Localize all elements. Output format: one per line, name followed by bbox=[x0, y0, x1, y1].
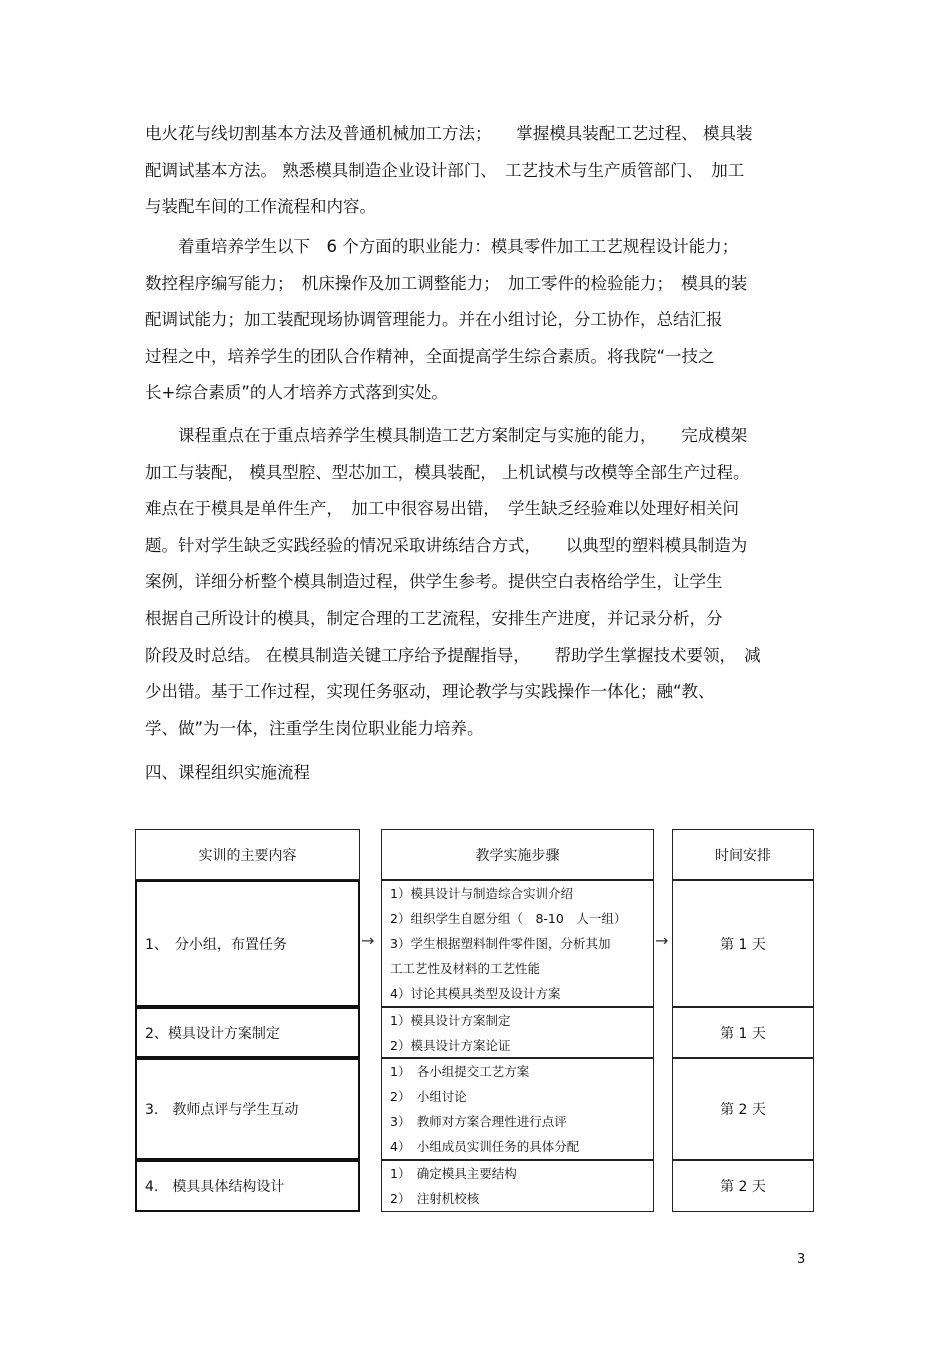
paragraph-line: 题。针对学生缺乏实践经验的情况采取讲练结合方式， 以典型的塑料模具制造为 bbox=[145, 535, 748, 555]
content-label-2: 2、模具设计方案制定 bbox=[145, 1025, 280, 1042]
paragraph-line: 长+综合素质”的人才培养方式落到实处。 bbox=[145, 383, 448, 403]
step-item: 1）模具设计方案制定 bbox=[390, 1012, 511, 1028]
content-label-1: 1、 分小组，布置任务 bbox=[145, 936, 287, 953]
paragraph-line: 加工与装配， 模具型腔、型芯加工，模具装配， 上机试模与改模等全部生产过程。 bbox=[145, 462, 750, 482]
paragraph-line: 案例，详细分析整个模具制造过程，供学生参考。提供空白表格给学生，让学生 bbox=[145, 572, 723, 592]
page-number: 3 bbox=[797, 1252, 806, 1267]
time-label-4: 第 2 天 bbox=[720, 1179, 766, 1195]
paragraph-line: 着重培养学生以下 6 个方面的职业能力：模具零件加工工艺规程设计能力； bbox=[178, 237, 739, 256]
steps-list-1 bbox=[390, 881, 649, 1006]
step-item: 工工艺性及材料的工艺性能 bbox=[390, 961, 541, 976]
step-item: 3）学生根据塑料制件零件图，分析其加 bbox=[390, 936, 611, 951]
paragraph-line: 学、做”为一体，注重学生岗位职业能力培养。 bbox=[145, 718, 484, 738]
steps-box-4 bbox=[381, 1160, 654, 1212]
time-box-1 bbox=[672, 880, 814, 1007]
step-item: 1）模具设计与制造综合实训介绍 bbox=[390, 886, 573, 901]
time-box-4 bbox=[672, 1160, 814, 1212]
arrow-right-icon: → bbox=[361, 931, 375, 950]
paragraph-2 bbox=[145, 229, 805, 412]
header-steps-box bbox=[381, 829, 654, 880]
content-box-4 bbox=[135, 1160, 360, 1212]
paragraph-3 bbox=[145, 418, 805, 747]
header-time-box bbox=[672, 829, 814, 880]
arrow-right-icon: → bbox=[655, 931, 669, 950]
step-item: 2）模具设计方案论证 bbox=[390, 1037, 511, 1053]
steps-box-2 bbox=[381, 1007, 654, 1058]
steps-box-3 bbox=[381, 1058, 654, 1160]
paragraph-1 bbox=[145, 116, 805, 226]
content-label-4: 4. 模具具体结构设计 bbox=[145, 1179, 285, 1195]
paragraph-line: 配调试能力；加工装配现场协调管理能力。并在小组讨论，分工协作，总结汇报 bbox=[145, 310, 723, 330]
paragraph-line: 阶段及时总结。 在模具制造关键工序给予提醒指导， 帮助学生掌握技术要领， 减 bbox=[145, 645, 761, 665]
step-item: 4） 小组成员实训任务的具体分配 bbox=[390, 1139, 580, 1154]
content-box-2 bbox=[135, 1007, 360, 1058]
paragraph-line: 电火花与线切割基本方法及普通机械加工方法； 掌握模具装配工艺过程、 模具装 bbox=[145, 124, 753, 143]
time-label-1: 第 1 天 bbox=[720, 936, 766, 953]
paragraph-line: 数控程序编写能力； 机床操作及加工调整能力； 加工零件的检验能力； 模具的装 bbox=[145, 273, 748, 293]
steps-list-3 bbox=[390, 1059, 649, 1159]
content-box-3 bbox=[135, 1058, 360, 1160]
content-label-3: 3. 教师点评与学生互动 bbox=[145, 1102, 299, 1118]
header-content-box bbox=[135, 829, 360, 880]
section-heading: 四、课程组织实施流程 bbox=[145, 763, 310, 782]
paragraph-line: 与装配车间的工作流程和内容。 bbox=[145, 197, 376, 217]
time-box-2 bbox=[672, 1007, 814, 1058]
step-item: 1） 各小组提交工艺方案 bbox=[390, 1064, 530, 1079]
paragraph-line: 配调试基本方法。 熟悉模具制造企业设计部门、 工艺技术与生产质管部门、 加工 bbox=[145, 160, 745, 180]
paragraph-line: 少出错。基于工作过程，实现任务驱动，理论教学与实践操作一体化；融“教、 bbox=[145, 682, 715, 702]
step-item: 1） 确定模具主要结构 bbox=[390, 1166, 517, 1181]
steps-box-1 bbox=[381, 880, 654, 1007]
step-item: 2）组织学生自愿分组（ 8-10 人一组） bbox=[390, 911, 627, 926]
paragraph-line: 根据自己所设计的模具，制定合理的工艺流程，安排生产进度，并记录分析，分 bbox=[145, 608, 723, 628]
step-item: 2） 注射机校核 bbox=[390, 1191, 480, 1206]
time-label-2: 第 1 天 bbox=[720, 1025, 766, 1042]
step-item: 3） 教师对方案合理性进行点评 bbox=[390, 1114, 567, 1129]
paragraph-line: 难点在于模具是单件生产， 加工中很容易出错， 学生缺乏经验难以处理好相关问 bbox=[145, 499, 739, 519]
header-content-label: 实训的主要内容 bbox=[198, 847, 297, 864]
time-label-3: 第 2 天 bbox=[720, 1102, 766, 1118]
step-item: 2） 小组讨论 bbox=[390, 1089, 467, 1104]
header-time-label: 时间安排 bbox=[715, 847, 771, 864]
step-item: 4）讨论其模具类型及设计方案 bbox=[390, 986, 561, 1001]
content-box-1 bbox=[135, 880, 360, 1007]
paragraph-line: 课程重点在于重点培养学生模具制造工艺方案制定与实施的能力， 完成模架 bbox=[178, 426, 748, 445]
header-steps-label: 教学实施步骤 bbox=[475, 847, 560, 864]
steps-list-4 bbox=[390, 1161, 649, 1211]
steps-list-2 bbox=[390, 1008, 649, 1057]
paragraph-line: 过程之中，培养学生的团队合作精神，全面提高学生综合素质。将我院“一技之 bbox=[145, 346, 715, 366]
time-box-3 bbox=[672, 1058, 814, 1160]
